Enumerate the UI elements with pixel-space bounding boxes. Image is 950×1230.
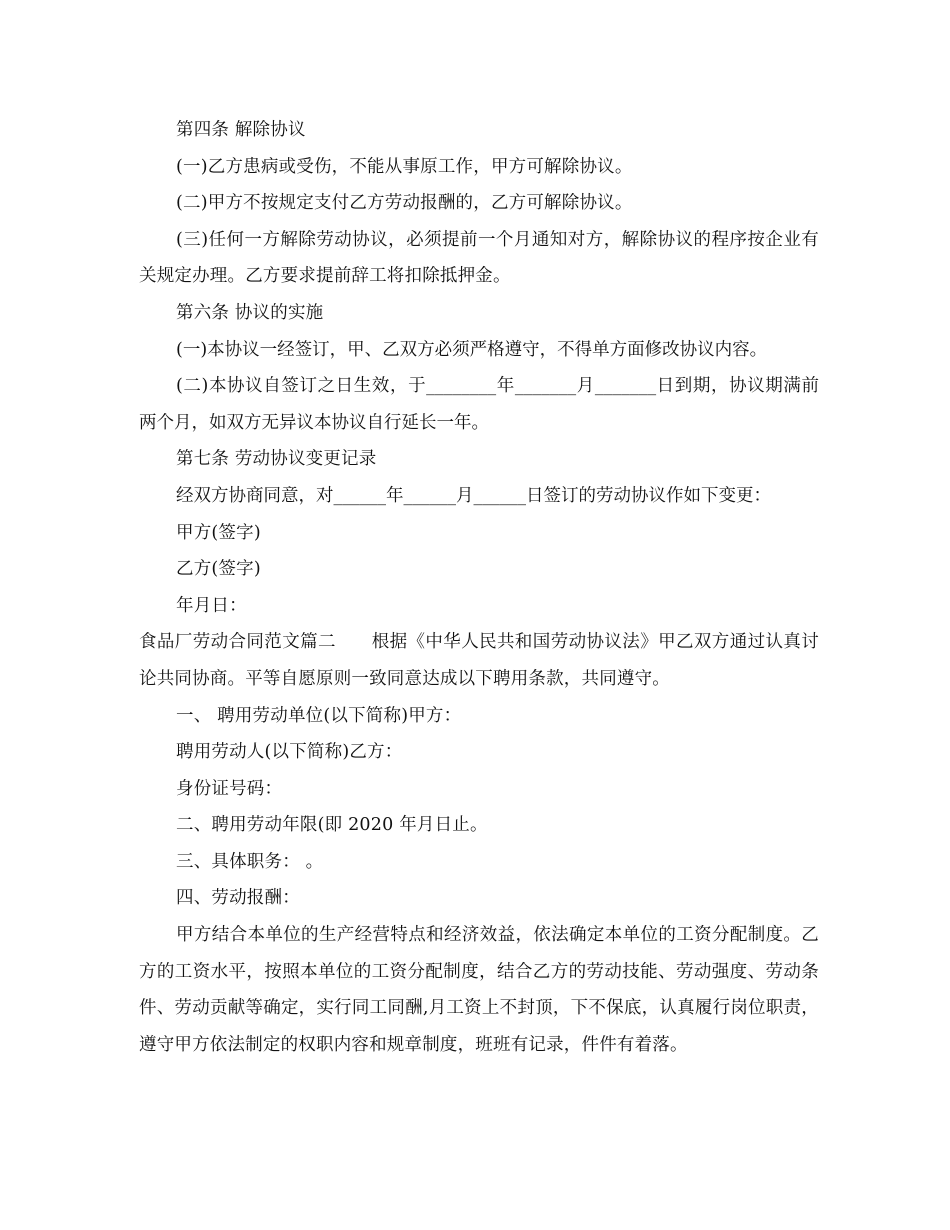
termination-clause-3: (三)任何一方解除劳动协议，必须提前一个月通知对方，解除协议的程序按企业有关规定办理。乙方要求提前辞工将扣除抵押金。: [139, 229, 819, 287]
document-body: [139, 112, 819, 1063]
termination-clause-1: (一)乙方患病或受伤，不能从事原工作，甲方可解除协议。: [176, 156, 633, 177]
job-position-field: 三、具体职务： 。: [176, 851, 324, 872]
employee-field: 聘用劳动人(以下简称)乙方：: [176, 742, 403, 763]
remuneration-heading: 四、劳动报酬：: [176, 888, 300, 909]
id-number-field: 身份证号码：: [176, 778, 283, 799]
article-heading-change-record: 第七条 劳动协议变更记录: [176, 449, 377, 470]
remuneration-paragraph: 甲方结合本单位的生产经营特点和经济效益，依法确定本单位的工资分配制度。乙方的工资水平，按照本单位的工资分配制度，结合乙方的劳动技能、劳动强度、劳动条件、劳动贡献等确定，实行同工同酬,月工资上不封顶，下不保底，认真履行岗位职责，遵守甲方依法制定的权职内容和规章制度，班班有记录，件件有着落。: [139, 925, 819, 1055]
implementation-clause-1: (一)本协议一经签订，甲、乙双方必须严格遵守，不得单方面修改协议内容。: [176, 339, 768, 360]
article-heading-implementation: 第六条 协议的实施: [176, 302, 324, 323]
implementation-clause-2: (二)本协议自签订之日生效，于________年_______月_______日到期，协议期满前两个月，如双方无异议本协议自行延长一年。: [139, 376, 819, 433]
signature-date: 年月日：: [176, 595, 247, 616]
change-record-statement: 经双方协商同意，对______年______月______日签订的劳动协议作如下变更：: [176, 485, 771, 506]
party-b-signature: 乙方(签字): [176, 559, 261, 580]
sample-two-intro: 食品厂劳动合同范文篇二 根据《中华人民共和国劳动协议法》甲乙双方通过认真讨论共同协商。平等自愿原则一致同意达成以下聘用条款，共同遵守。: [139, 632, 819, 689]
employer-field: 一、 聘用劳动单位(以下简称)甲方：: [176, 705, 462, 726]
termination-clause-2: (二)甲方不按规定支付乙方劳动报酬的，乙方可解除协议。: [176, 193, 633, 214]
article-heading-termination: 第四条 解除协议: [176, 120, 306, 140]
party-a-signature: 甲方(签字): [176, 522, 261, 543]
employment-term-field: 二、聘用劳动年限(即 2020 年月日止。: [176, 815, 488, 836]
